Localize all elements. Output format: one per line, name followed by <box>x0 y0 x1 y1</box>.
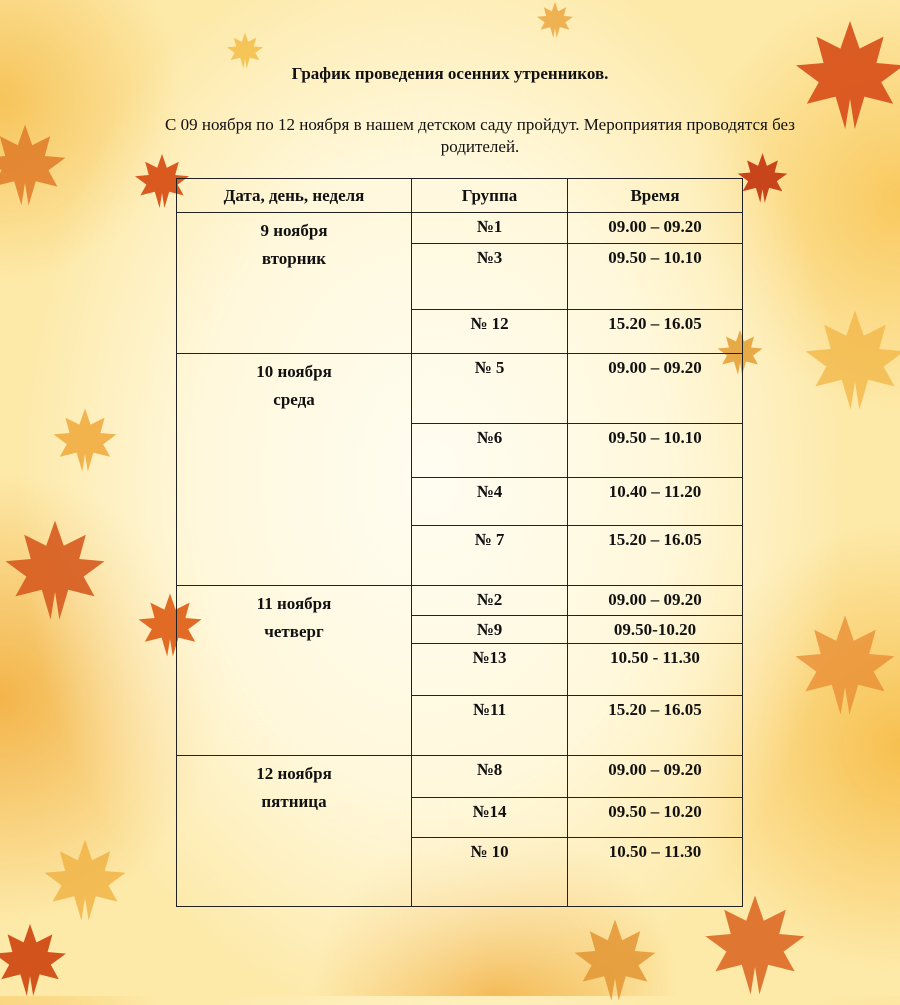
table-row <box>177 586 743 616</box>
group-cell: №4 <box>412 478 568 526</box>
time-cell: 09.00 – 09.20 <box>568 354 743 424</box>
time-cell: 09.50 – 10.10 <box>568 424 743 478</box>
table-row <box>177 213 743 244</box>
table-header-row <box>177 179 743 213</box>
time-cell: 10.40 – 11.20 <box>568 478 743 526</box>
group-cell: №14 <box>412 798 568 838</box>
time-cell: 09.50 – 10.10 <box>568 244 743 310</box>
day-date: 9 ноября <box>260 221 328 240</box>
schedule-table <box>176 178 743 907</box>
header-date: Дата, день, неделя <box>177 179 412 213</box>
maple-leaf-icon <box>800 290 900 430</box>
time-cell: 09.00 – 09.20 <box>568 213 743 244</box>
group-cell: № 5 <box>412 354 568 424</box>
time-cell: 10.50 – 11.30 <box>568 838 743 907</box>
maple-leaf-icon <box>0 920 70 1000</box>
maple-leaf-icon <box>40 830 130 930</box>
time-cell: 15.20 – 16.05 <box>568 696 743 756</box>
day-weekday: среда <box>273 390 315 409</box>
day-cell <box>177 586 412 756</box>
day-weekday: вторник <box>261 249 327 268</box>
maple-leaf-icon <box>560 915 670 1005</box>
intro-text: С 09 ноября по 12 ноября в нашем детском саду пройдут. Мероприятия проводятся без родителей. <box>165 115 795 156</box>
time-cell: 09.00 – 09.20 <box>568 586 743 616</box>
time-cell: 15.20 – 16.05 <box>568 310 743 354</box>
maple-leaf-icon <box>0 110 70 220</box>
day-weekday: пятница <box>261 792 327 811</box>
day-cell <box>177 213 412 354</box>
day-date: 12 ноября <box>256 764 332 783</box>
maple-leaf-icon <box>50 400 120 480</box>
day-cell <box>177 354 412 586</box>
group-cell: №13 <box>412 644 568 696</box>
group-cell: №11 <box>412 696 568 756</box>
time-cell: 09.00 – 09.20 <box>568 756 743 798</box>
group-cell: № 12 <box>412 310 568 354</box>
header-group: Группа <box>412 179 568 213</box>
page-title: График проведения осенних утренников. <box>291 64 609 83</box>
maple-leaf-icon <box>790 600 900 730</box>
time-cell: 15.20 – 16.05 <box>568 526 743 586</box>
day-date: 10 ноября <box>256 362 332 381</box>
group-cell: № 7 <box>412 526 568 586</box>
time-cell: 09.50 – 10.20 <box>568 798 743 838</box>
day-weekday: четверг <box>264 622 324 641</box>
group-cell: №8 <box>412 756 568 798</box>
group-cell: №3 <box>412 244 568 310</box>
maple-leaf-icon <box>0 500 110 640</box>
table-row <box>177 756 743 798</box>
group-cell: № 10 <box>412 838 568 907</box>
maple-leaf-icon <box>520 0 590 40</box>
header-time: Время <box>568 179 743 213</box>
day-date: 11 ноября <box>256 594 332 613</box>
group-cell: №6 <box>412 424 568 478</box>
group-cell: №9 <box>412 616 568 644</box>
day-cell <box>177 756 412 907</box>
group-cell: №1 <box>412 213 568 244</box>
table-row <box>177 354 743 424</box>
group-cell: №2 <box>412 586 568 616</box>
time-cell: 09.50-10.20 <box>568 616 743 644</box>
time-cell: 10.50 - 11.30 <box>568 644 743 696</box>
